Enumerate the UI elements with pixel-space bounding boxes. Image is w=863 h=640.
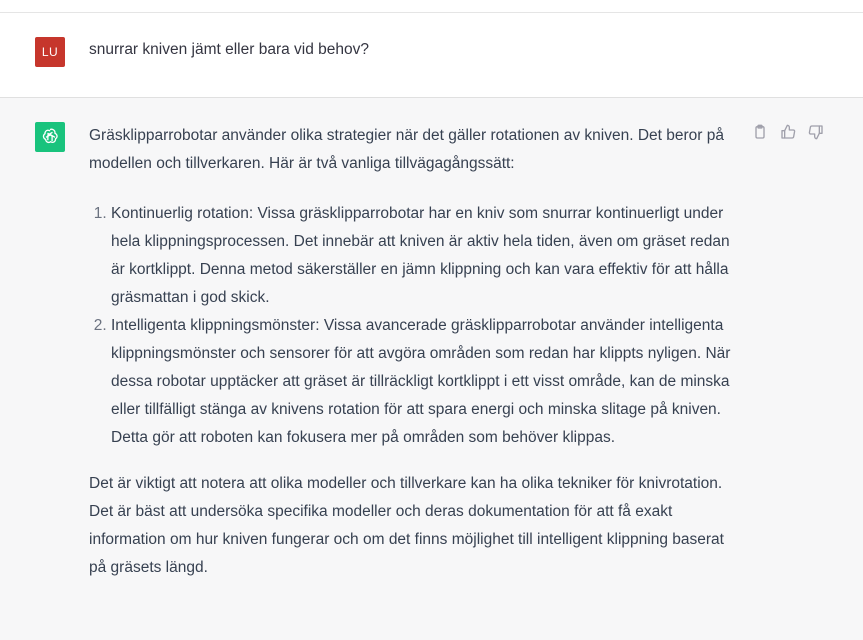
assistant-avatar: [35, 122, 65, 152]
thumbs-down-icon: [808, 124, 824, 140]
assistant-message-text: [89, 122, 745, 582]
openai-logo-icon: [40, 127, 60, 147]
assistant-message-row: [0, 98, 863, 640]
thumbs-down-button[interactable]: [808, 124, 824, 140]
user-message-text: snurrar kniven jämt eller bara vid behov?: [89, 41, 369, 58]
message-actions: [752, 124, 824, 140]
copy-button[interactable]: [752, 124, 768, 140]
top-divider: [0, 0, 863, 13]
thumbs-up-icon: [780, 124, 796, 140]
copy-icon: [752, 124, 768, 140]
answer-intro: Gräsklipparrobotar använder olika strategier när det gäller rotationen av kniven. Det beror på modellen och tillverkaren. Här är två vanliga tillvägagångssätt:: [89, 127, 724, 172]
list-item: 1. Kontinuerlig rotation: Vissa gräsklipparrobotar har en kniv som snurrar kontinuerligt under hela klippningsprocessen. Det innebär att kniven är aktiv hela tiden, även om gräset redan är kortklippt. Denna metod säkerställer en jämn klippning och kan vara effektiv för att hålla gräsmattan i god skick.: [111, 200, 745, 312]
user-message-row: [0, 13, 863, 98]
list-item: 2. Intelligenta klippningsmönster: Vissa avancerade gräsklipparrobotar använder intelligenta klippningsmönster och sensorer för att avgöra områden som redan har klippts nyligen. När dessa robotar upptäcker att gräset är tillräckligt kortklippt i ett visst område, kan de minska eller tillfälligt stänga av knivens rotation för att spara energi och minska slitage på kniven. Detta gör att roboten kan fokusera mer på områden som behöver klippas.: [111, 312, 745, 452]
answer-list: [89, 200, 745, 452]
thumbs-up-button[interactable]: [780, 124, 796, 140]
user-avatar: LU: [35, 37, 65, 67]
answer-outro: Det är viktigt att notera att olika modeller och tillverkare kan ha olika tekniker för knivrotation. Det är bäst att undersöka specifika modeller och deras dokumentation för att få exakt information om hur kniven fungerar och om det finns möjlighet till intelligent klippning baserat på gräsets längd.: [89, 475, 724, 576]
